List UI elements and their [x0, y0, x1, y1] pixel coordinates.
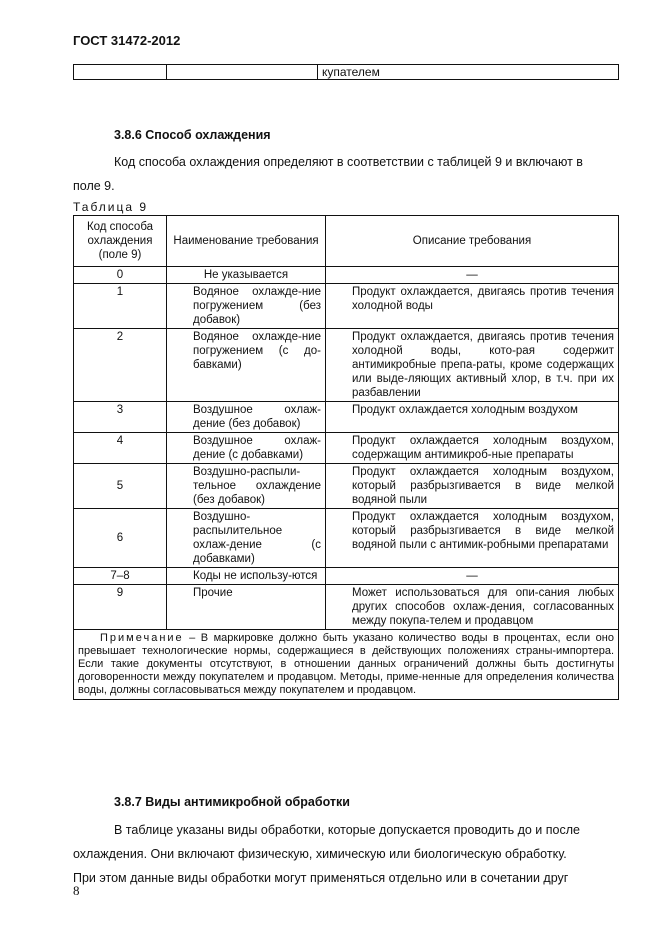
document-header: ГОСТ 31472-2012: [73, 33, 181, 48]
name-text: Водяное охлажде-ние погружением (с до-бавками): [193, 331, 321, 371]
name-text: Воздушное охлаж-дение (без добавок): [193, 404, 321, 430]
name-cell: [167, 585, 326, 630]
section-title: 3.8.6 Способ охлаждения: [114, 128, 271, 142]
name-text: Воздушно-распыли-тельное охлаждение (без добавок): [193, 466, 321, 506]
table-note-row: [74, 630, 619, 700]
description-text: Продукт охлаждается, двигаясь против течения холодной воды, кото-рая содержит антимикробные препа-раты, кроме содержащих или выде-ляющих активный хлор, в т.ч. при их разбавлении: [352, 331, 614, 399]
paragraph-line: Код способа охлаждения определяют в соответствии с таблицей 9 и включают в: [114, 155, 583, 169]
description-text: Продукт охлаждается холодным воздухом, который разбрызгивается в виде мелкой водяной пыли: [352, 466, 614, 506]
table-row: [74, 585, 619, 630]
code-cell: 9: [74, 585, 167, 630]
description-cell: [326, 329, 619, 402]
code-cell: 0: [74, 267, 167, 284]
continued-table-fragment: [73, 64, 619, 80]
column-header-description: Описание требования: [326, 216, 619, 267]
description-cell: —: [326, 568, 619, 585]
description-cell: —: [326, 267, 619, 284]
paragraph-line: поле 9.: [73, 179, 115, 193]
name-text: Воздушное охлаж-дение (с добавками): [193, 435, 321, 461]
name-cell: [167, 433, 326, 464]
description-text: Продукт охлаждается холодным воздухом, содержащим антимикроб-ные препараты: [352, 435, 614, 461]
description-text: Может использоваться для опи-сания любых других способов охлаж-дения, согласованных между покупа-телем и продавцом: [352, 587, 614, 627]
name-cell: [167, 329, 326, 402]
note-label: Примечание: [100, 632, 184, 644]
paragraph-line: охлаждения. Они включают физическую, химическую или биологическую обработку.: [73, 847, 567, 861]
code-cell: 1: [74, 284, 167, 329]
note-text: – В маркировке должно быть указано количество воды в процентах, если оно превышает технологические нормы, содержащиеся в действующих положениях страны-импортера. Если такие документы отсутствуют, в отношении данных ограничений должны быть достигнуты договоренности между покупателем и продавцом. Методы, приме-ненные для определения количества воды, должны согласовываться между покупателем и продавцом.: [78, 632, 614, 696]
code-cell: 2: [74, 329, 167, 402]
paragraph-line: При этом данные виды обработки могут применяться отдельно или в сочетании друг: [73, 871, 569, 885]
name-cell: [167, 568, 326, 585]
table-row: [74, 509, 619, 568]
table-row: [74, 568, 619, 585]
table-row: [74, 267, 619, 284]
paragraph-line: В таблице указаны виды обработки, которые допускается проводить до и после: [114, 823, 580, 837]
name-text: Прочие: [193, 587, 233, 599]
table-cell: купателем: [318, 65, 619, 80]
table-caption: Таблица 9: [73, 200, 149, 214]
column-header-name: Наименование требования: [167, 216, 326, 267]
table-9: [73, 215, 619, 700]
table-row: [74, 402, 619, 433]
description-cell: [326, 284, 619, 329]
description-text: Продукт охлаждается холодным воздухом: [352, 404, 578, 416]
name-text: Воздушно-распылительное охлаж-дение (с добавками): [193, 511, 321, 565]
table-header-row: [74, 216, 619, 267]
name-cell: [167, 402, 326, 433]
description-cell: [326, 402, 619, 433]
code-cell: 4: [74, 433, 167, 464]
column-header-code: Код способа охлаждения (поле 9): [74, 216, 167, 267]
name-cell: [167, 464, 326, 509]
name-cell: Не указывается: [167, 267, 326, 284]
table-row: [74, 464, 619, 509]
section-title: 3.8.7 Виды антимикробной обработки: [114, 795, 350, 809]
description-text: Продукт охлаждается холодным воздухом, который разбрызгивается в виде мелкой водяной пыли с антимик-робными препаратами: [352, 511, 614, 551]
table-cell: [74, 65, 167, 80]
code-cell: 6: [74, 509, 167, 568]
table-row: [74, 433, 619, 464]
code-cell: 5: [74, 464, 167, 509]
table-cell: [167, 65, 318, 80]
name-cell: [167, 284, 326, 329]
page-number: 8: [73, 883, 80, 898]
table-note: [74, 630, 619, 700]
table-row: [74, 329, 619, 402]
name-text: Коды не использу-ются: [193, 570, 318, 582]
description-cell: [326, 464, 619, 509]
description-cell: [326, 585, 619, 630]
name-text: Водяное охлажде-ние погружением (без добавок): [193, 286, 321, 326]
table-row: [74, 284, 619, 329]
description-text: Продукт охлаждается, двигаясь против течения холодной воды: [352, 286, 614, 312]
code-cell: 3: [74, 402, 167, 433]
description-cell: [326, 509, 619, 568]
name-cell: [167, 509, 326, 568]
code-cell: 7–8: [74, 568, 167, 585]
description-cell: [326, 433, 619, 464]
